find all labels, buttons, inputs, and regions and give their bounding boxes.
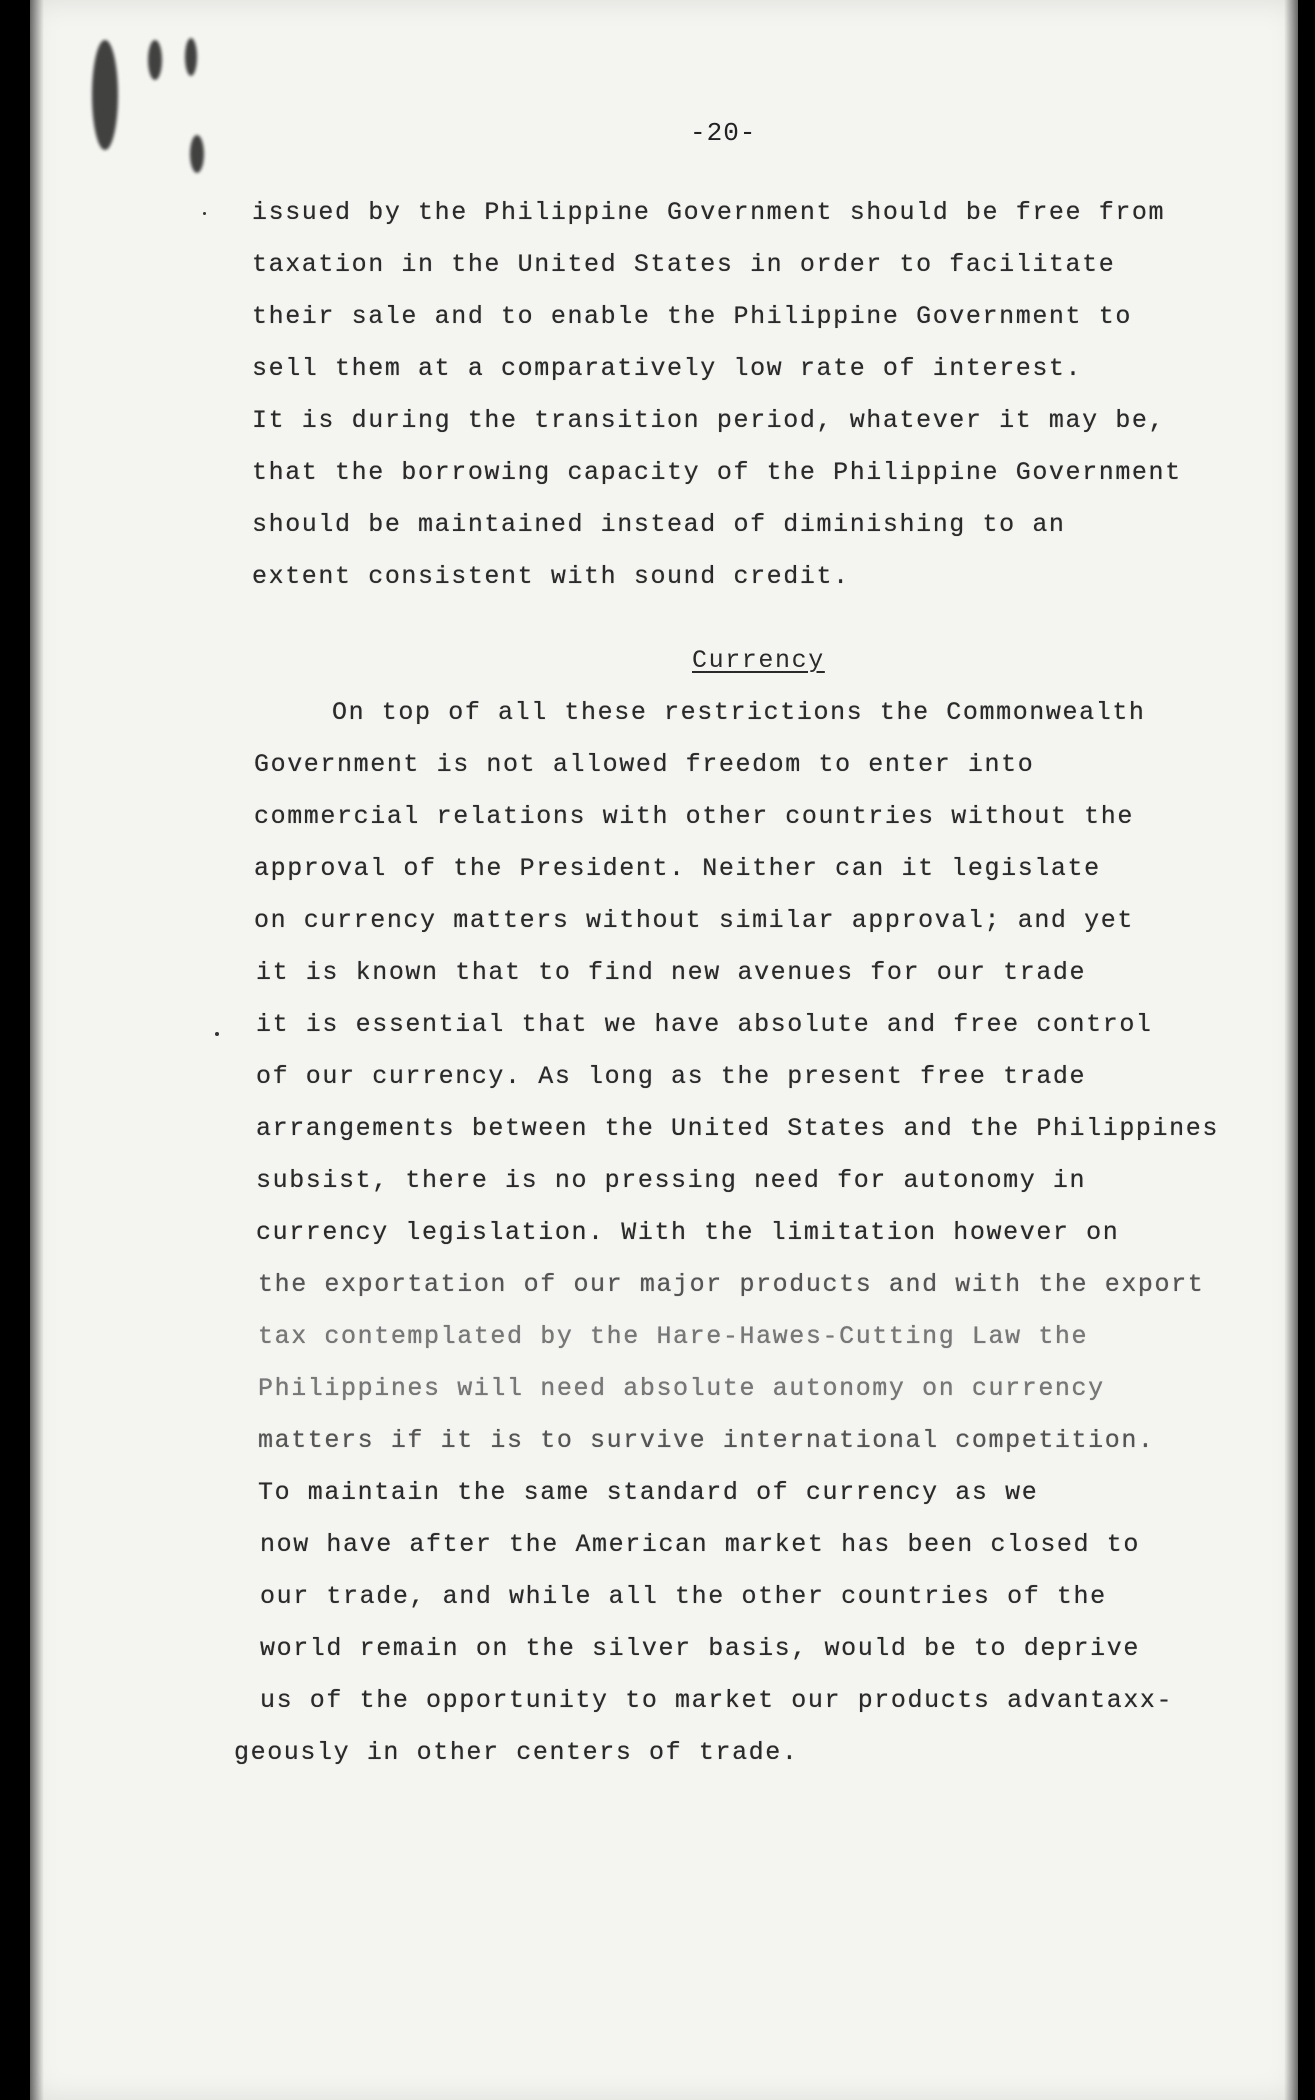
text-line: on currency matters without similar approval; and yet: [254, 906, 1134, 935]
text-line: that the borrowing capacity of the Philippine Government: [252, 458, 1182, 487]
text-line: of our currency. As long as the present free trade: [256, 1062, 1087, 1091]
text-line: it is essential that we have absolute and free control: [256, 1010, 1153, 1039]
text-line: issued by the Philippine Government should be free from: [252, 198, 1166, 227]
page-number: -20-: [690, 118, 757, 148]
text-line: our trade, and while all the other countries of the: [260, 1582, 1107, 1611]
text-line: now have after the American market has been closed to: [260, 1530, 1140, 1559]
text-line: it is known that to find new avenues for our trade: [256, 958, 1087, 987]
text-line: arrangements between the United States and the Philippines: [256, 1114, 1219, 1143]
punch-hole-mark: [92, 40, 118, 150]
section-heading: Currency: [692, 646, 825, 675]
text-line: On top of all these restrictions the Commonwealth: [332, 698, 1146, 727]
text-line: commercial relations with other countries without the: [254, 802, 1134, 831]
text-line: their sale and to enable the Philippine Government to: [252, 302, 1132, 331]
stray-mark: [203, 212, 206, 215]
text-line: Philippines will need absolute autonomy on currency: [258, 1374, 1105, 1403]
text-line: To maintain the same standard of currency as we: [258, 1478, 1039, 1507]
text-line: should be maintained instead of diminishing to an: [252, 510, 1066, 539]
document-page: [30, 0, 1298, 2100]
text-line: approval of the President. Neither can it legislate: [254, 854, 1101, 883]
text-line: world remain on the silver basis, would be to deprive: [260, 1634, 1140, 1663]
punch-hole-mark: [148, 40, 162, 80]
text-line: extent consistent with sound credit.: [252, 562, 850, 591]
page-edge-left: [30, 0, 44, 2100]
punch-hole-mark: [190, 135, 204, 173]
text-line: the exportation of our major products and with the export: [258, 1270, 1205, 1299]
text-line: us of the opportunity to market our products advantaxx-: [260, 1686, 1174, 1715]
text-line: taxation in the United States in order to facilitate: [252, 250, 1116, 279]
text-line: Government is not allowed freedom to enter into: [254, 750, 1035, 779]
text-line: geously in other centers of trade.: [234, 1738, 799, 1767]
punch-hole-mark: [185, 38, 197, 76]
page-edge-right: [1284, 0, 1298, 2100]
text-line: It is during the transition period, whatever it may be,: [252, 406, 1166, 435]
text-line: matters if it is to survive international competition.: [258, 1426, 1155, 1455]
text-line: subsist, there is no pressing need for autonomy in: [256, 1166, 1087, 1195]
text-line: sell them at a comparatively low rate of interest.: [252, 354, 1083, 383]
text-line: currency legislation. With the limitation however on: [256, 1218, 1120, 1247]
stray-mark: [215, 1032, 219, 1036]
text-line: tax contemplated by the Hare-Hawes-Cutting Law the: [258, 1322, 1089, 1351]
